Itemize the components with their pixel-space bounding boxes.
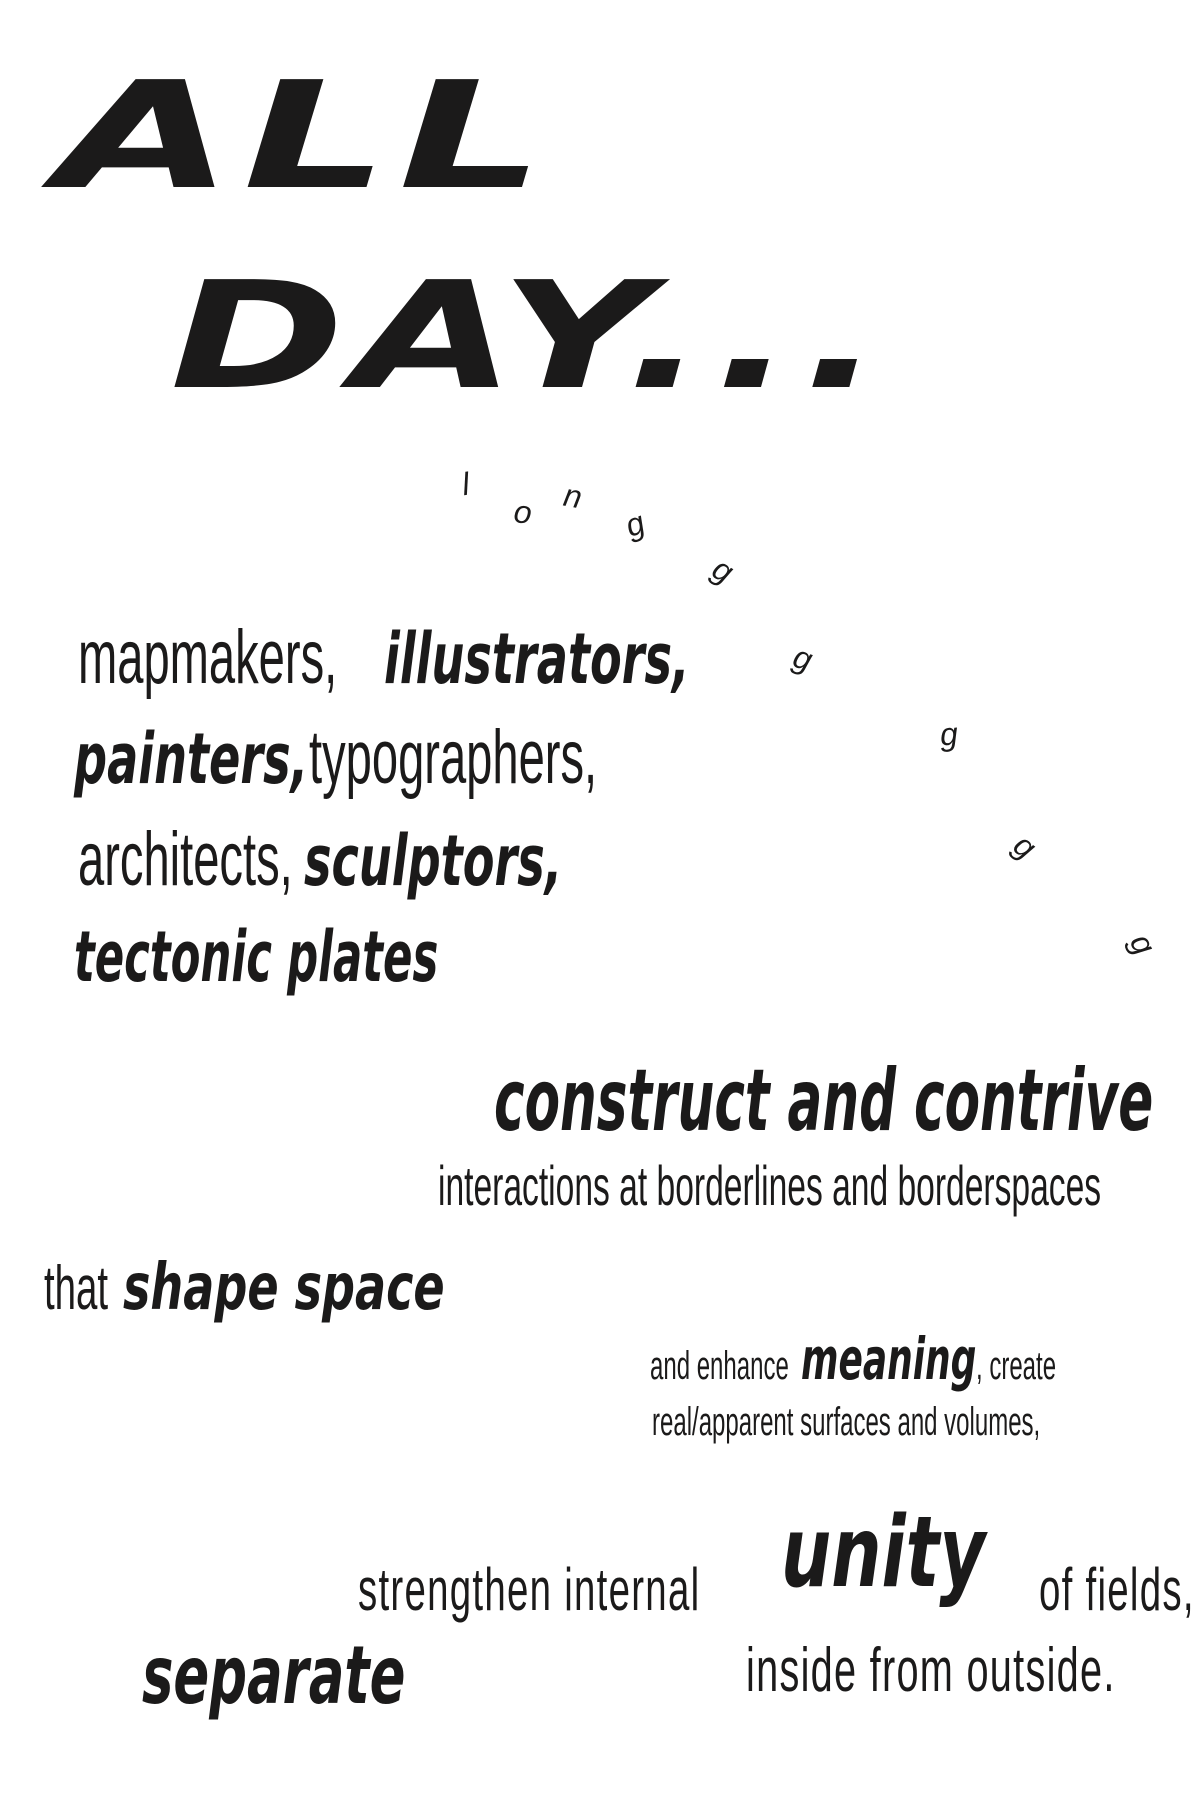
word-illustrators: illustrators, xyxy=(384,618,690,700)
word-tectonic-plates: tectonic plates xyxy=(74,916,439,998)
falling-letter-g: g xyxy=(620,504,650,544)
word-sculptors: sculptors, xyxy=(304,820,563,902)
text-row-unity xyxy=(358,1496,1200,1626)
phrase-interactions: interactions at borderlines and borderspaces xyxy=(438,1154,1102,1217)
word-create: , create xyxy=(976,1344,1057,1388)
falling-letter-g: g xyxy=(788,638,817,678)
word-strengthen-internal: strengthen internal xyxy=(358,1556,701,1623)
falling-letter-g: g xyxy=(938,715,960,753)
headline-line-day: DAY... xyxy=(170,250,892,422)
word-separate: separate xyxy=(142,1629,406,1722)
falling-letter-o: o xyxy=(512,493,534,531)
falling-letter-g: g xyxy=(706,549,740,591)
word-that: that xyxy=(44,1254,109,1323)
word-of-fields: of fields, xyxy=(1038,1556,1195,1623)
text-row-that-shape-space xyxy=(44,1251,570,1325)
headline-line-all: ALL xyxy=(56,50,554,222)
word-shape-space: shape space xyxy=(123,1251,446,1325)
falling-letter-n: n xyxy=(561,476,585,516)
word-architects: architects, xyxy=(78,817,293,902)
word-mapmakers: mapmakers, xyxy=(78,615,338,700)
word-meaning: meaning xyxy=(801,1325,977,1393)
text-row-meaning xyxy=(650,1325,1110,1393)
word-painters: painters, xyxy=(74,718,309,800)
word-and-enhance: and enhance xyxy=(650,1344,789,1388)
text-row-3 xyxy=(78,817,696,902)
phrase-surfaces-and-volumes: real/apparent surfaces and volumes, xyxy=(652,1400,1041,1444)
word-unity: unity xyxy=(781,1496,986,1610)
falling-letter-g: g xyxy=(1122,927,1163,961)
phrase-inside-from-outside: inside from outside. xyxy=(746,1636,1116,1705)
word-typographers: typographers, xyxy=(308,715,598,800)
text-row-4 xyxy=(74,916,662,998)
phrase-construct-and-contrive: construct and contrive xyxy=(494,1051,1154,1151)
text-row-1 xyxy=(78,615,847,700)
falling-letter-l: l xyxy=(459,465,472,503)
falling-letter-g: g xyxy=(1006,826,1043,866)
text-row-2 xyxy=(74,715,774,800)
